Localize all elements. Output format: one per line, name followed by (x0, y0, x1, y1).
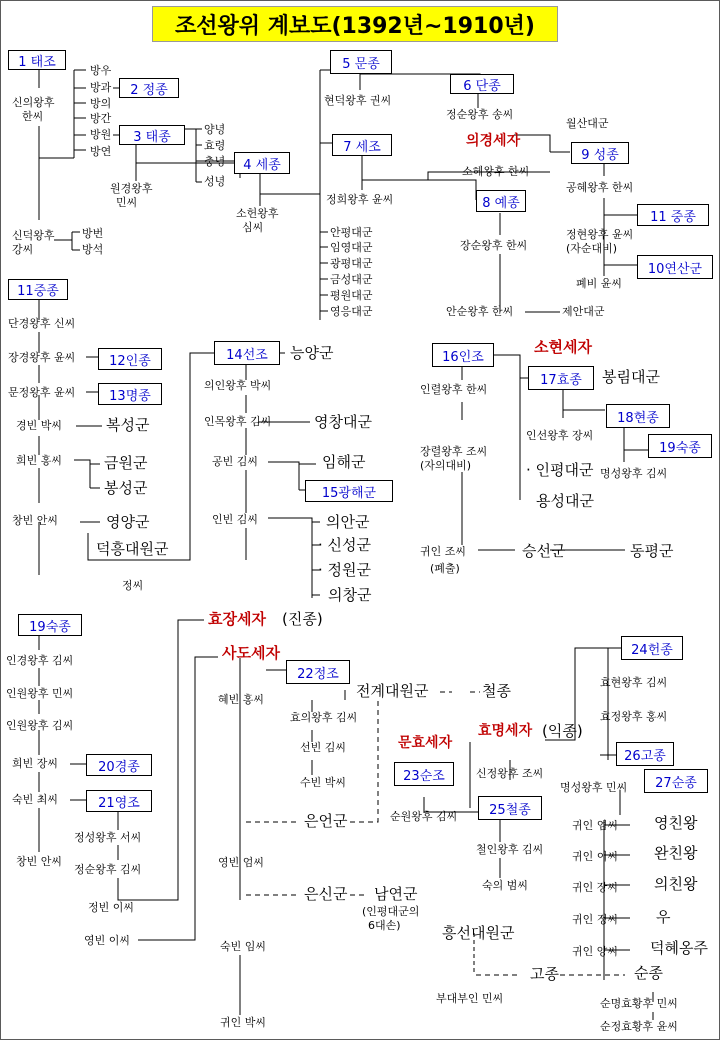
name-label: 심씨 (242, 221, 264, 234)
name-label: 인빈 김씨 (212, 513, 259, 526)
king-box: 17효종 (528, 366, 594, 390)
prince-label: 철종 (482, 682, 511, 700)
name-label: 영응대군 (330, 305, 373, 318)
crown-prince: 사도세자 (222, 644, 280, 662)
name-label: 공혜왕후 한씨 (566, 181, 634, 194)
prince-label: 전계대원군 (356, 682, 429, 700)
king-box: 27순종 (644, 769, 708, 793)
prince-label: 의친왕 (654, 875, 698, 893)
name-label: 공빈 김씨 (212, 455, 259, 468)
name-label: 순명효황후 민씨 (600, 997, 678, 1010)
prince-label: 임해군 (322, 453, 366, 471)
king-box: 25철종 (478, 796, 542, 820)
name-label: 충녕 (204, 155, 226, 168)
prince-label: (익종) (542, 722, 583, 740)
name-label: 귀인 장씨 (572, 881, 619, 894)
name-label: 방과 (90, 81, 112, 94)
name-label: 영빈 엄씨 (218, 856, 265, 869)
name-label: 정순왕후 송씨 (446, 108, 514, 121)
prince-label: (진종) (282, 610, 323, 628)
name-label: 방우 (90, 64, 112, 77)
king-box: 26고종 (616, 742, 674, 766)
name-label: 효의왕후 김씨 (290, 711, 358, 724)
prince-label: 남연군 (374, 885, 418, 903)
prince-label: 승선군 (522, 542, 566, 560)
prince-label: 의안군 (326, 513, 370, 531)
name-label: 순원왕후 김씨 (390, 810, 458, 823)
crown-prince: 효장세자 (208, 610, 266, 628)
name-label: 희빈 홍씨 (16, 454, 63, 467)
name-label: 정성왕후 서씨 (74, 831, 142, 844)
name-label: 순정효황후 윤씨 (600, 1020, 678, 1033)
name-label: 6대손) (368, 919, 401, 932)
king-box: 3 태종 (119, 125, 185, 145)
name-label: 평원대군 (330, 289, 373, 302)
name-label: 혜빈 홍씨 (218, 693, 265, 706)
king-box: 15광해군 (305, 480, 393, 502)
king-box: 24헌종 (621, 636, 683, 660)
prince-label: · 정원군 (318, 561, 372, 579)
prince-label: · 신성군 (318, 536, 372, 554)
name-label: 효령 (204, 139, 226, 152)
prince-label: 의창군 (328, 586, 372, 604)
name-label: 성녕 (204, 175, 226, 188)
name-label: 방원 (90, 128, 112, 141)
name-label: 숙빈 최씨 (12, 793, 59, 806)
king-box: 6 단종 (450, 74, 514, 94)
king-box: 1 태조 (8, 50, 66, 70)
name-label: 강씨 (12, 243, 34, 256)
name-label: 신정왕후 조씨 (476, 767, 544, 780)
king-box: 9 성종 (571, 142, 629, 164)
name-label: 철인왕후 김씨 (476, 843, 544, 856)
king-box: 19숙종 (18, 614, 82, 636)
name-label: 귀인 조씨 (420, 545, 467, 558)
name-label: 소혜왕후 한씨 (462, 165, 530, 178)
name-label: 숙의 범씨 (482, 879, 529, 892)
prince-label: 동평군 (630, 542, 674, 560)
prince-label: 봉성군 (104, 479, 148, 497)
name-label: 선빈 김씨 (300, 741, 347, 754)
name-label: 인경왕후 김씨 (6, 654, 74, 667)
prince-label: 복성군 (106, 416, 150, 434)
name-label: 임영대군 (330, 241, 373, 254)
king-box: 20경종 (86, 754, 152, 776)
king-box: 12인종 (98, 348, 162, 370)
name-label: 부대부인 민씨 (436, 992, 504, 1005)
name-label: 월산대군 (566, 117, 609, 130)
name-label: 장렬왕후 조씨 (420, 445, 488, 458)
name-label: 문정왕후 윤씨 (8, 386, 76, 399)
king-box: 13명종 (98, 383, 162, 405)
prince-label: 은신군 (304, 885, 348, 903)
crown-prince: 소현세자 (534, 338, 592, 356)
king-box: 10연산군 (637, 255, 713, 279)
name-label: 의인왕후 박씨 (204, 379, 272, 392)
name-label: 정순왕후 김씨 (74, 863, 142, 876)
king-box: 4 세종 (234, 152, 290, 174)
king-box: 5 문종 (330, 50, 392, 74)
name-label: 수빈 박씨 (300, 776, 347, 789)
name-label: 귀인 정씨 (572, 913, 619, 926)
name-label: 정빈 이씨 (88, 901, 135, 914)
name-label: 귀인 박씨 (220, 1016, 267, 1029)
king-box: 11 중종 (637, 204, 709, 226)
king-box: 19숙종 (648, 434, 712, 458)
prince-label: 영친왕 (654, 814, 698, 832)
name-label: (자의대비) (420, 459, 472, 472)
king-box: 18현종 (606, 404, 670, 428)
name-label: (자순대비) (566, 242, 618, 255)
name-label: 방석 (82, 243, 104, 256)
name-label: 귀인 양씨 (572, 945, 619, 958)
name-label: 영빈 이씨 (84, 934, 131, 947)
name-label: 장순왕후 한씨 (460, 239, 528, 252)
name-label: 방번 (82, 227, 104, 240)
prince-label: 우 (656, 908, 671, 926)
name-label: 금성대군 (330, 273, 373, 286)
prince-label: 순종 (634, 964, 663, 982)
prince-label: 영양군 (106, 513, 150, 531)
king-box: 21영조 (86, 790, 152, 812)
king-box: 7 세조 (332, 134, 392, 156)
name-label: 정희왕후 윤씨 (326, 193, 394, 206)
crown-prince: 의경세자 (466, 133, 521, 149)
name-label: (인평대군의 (362, 905, 420, 918)
king-box: 16인조 (432, 343, 494, 367)
name-label: 안평대군 (330, 226, 373, 239)
prince-label: 고종 (530, 965, 559, 983)
name-label: (폐출) (430, 562, 460, 575)
king-box: 22정조 (286, 660, 350, 684)
name-label: 인선왕후 장씨 (526, 429, 594, 442)
name-label: 경빈 박씨 (16, 419, 63, 432)
prince-label: 금원군 (104, 454, 148, 472)
name-label: 인렬왕후 한씨 (420, 383, 488, 396)
prince-label: 봉림대군 (602, 368, 660, 386)
king-box: 14선조 (214, 341, 280, 365)
prince-label: 흥선대원군 (442, 924, 515, 942)
name-label: 소헌왕후 (236, 207, 279, 220)
crown-prince: 효명세자 (478, 723, 533, 739)
name-label: 정현왕후 윤씨 (566, 228, 634, 241)
name-label: 인목왕후 김씨 (204, 415, 272, 428)
prince-label: · 인평대군 (526, 461, 594, 479)
diagram-title: 조선왕위 계보도(1392년~1910년) (152, 6, 558, 42)
name-label: 신의왕후 (12, 96, 55, 109)
name-label: 방의 (90, 97, 112, 110)
name-label: 희빈 장씨 (12, 757, 59, 770)
name-label: 명성왕후 민씨 (560, 781, 628, 794)
king-box: 8 예종 (476, 190, 526, 212)
prince-label: 용성대군 (536, 492, 594, 510)
name-label: 장경왕후 윤씨 (8, 351, 76, 364)
prince-label: 능양군 (290, 344, 334, 362)
name-label: 창빈 안씨 (12, 514, 59, 527)
name-label: 효현왕후 김씨 (600, 676, 668, 689)
name-label: 민씨 (116, 196, 138, 209)
name-label: 귀인 엄씨 (572, 819, 619, 832)
king-box: 2 정종 (119, 78, 179, 98)
name-label: 폐비 윤씨 (576, 277, 623, 290)
name-label: 광평대군 (330, 257, 373, 270)
name-label: 방연 (90, 145, 112, 158)
name-label: 현덕왕후 권씨 (324, 94, 392, 107)
name-label: 명성왕후 김씨 (600, 467, 668, 480)
prince-label: 은언군 (304, 812, 348, 830)
name-label: 인원왕후 김씨 (6, 719, 74, 732)
name-label: 정씨 (122, 579, 144, 592)
name-label: 원경왕후 (110, 182, 153, 195)
prince-label: 완친왕 (654, 844, 698, 862)
prince-label: 덕흥대원군 (96, 540, 169, 558)
name-label: 한씨 (22, 110, 44, 123)
name-label: 신덕왕후 (12, 229, 55, 242)
name-label: 숙빈 임씨 (220, 940, 267, 953)
name-label: 인원왕후 민씨 (6, 687, 74, 700)
name-label: 단경왕후 신씨 (8, 317, 76, 330)
prince-label: 덕혜옹주 (650, 939, 708, 957)
king-box: 23순조 (394, 762, 454, 786)
name-label: 창빈 안씨 (16, 855, 63, 868)
prince-label: 영창대군 (314, 413, 372, 431)
name-label: 제안대군 (562, 305, 605, 318)
name-label: 양녕 (204, 123, 226, 136)
name-label: 효정왕후 홍씨 (600, 710, 668, 723)
crown-prince: 문효세자 (398, 735, 453, 751)
name-label: 방간 (90, 112, 112, 125)
name-label: 귀인 이씨 (572, 850, 619, 863)
king-box: 11중종 (8, 279, 68, 300)
name-label: 안순왕후 한씨 (446, 305, 514, 318)
